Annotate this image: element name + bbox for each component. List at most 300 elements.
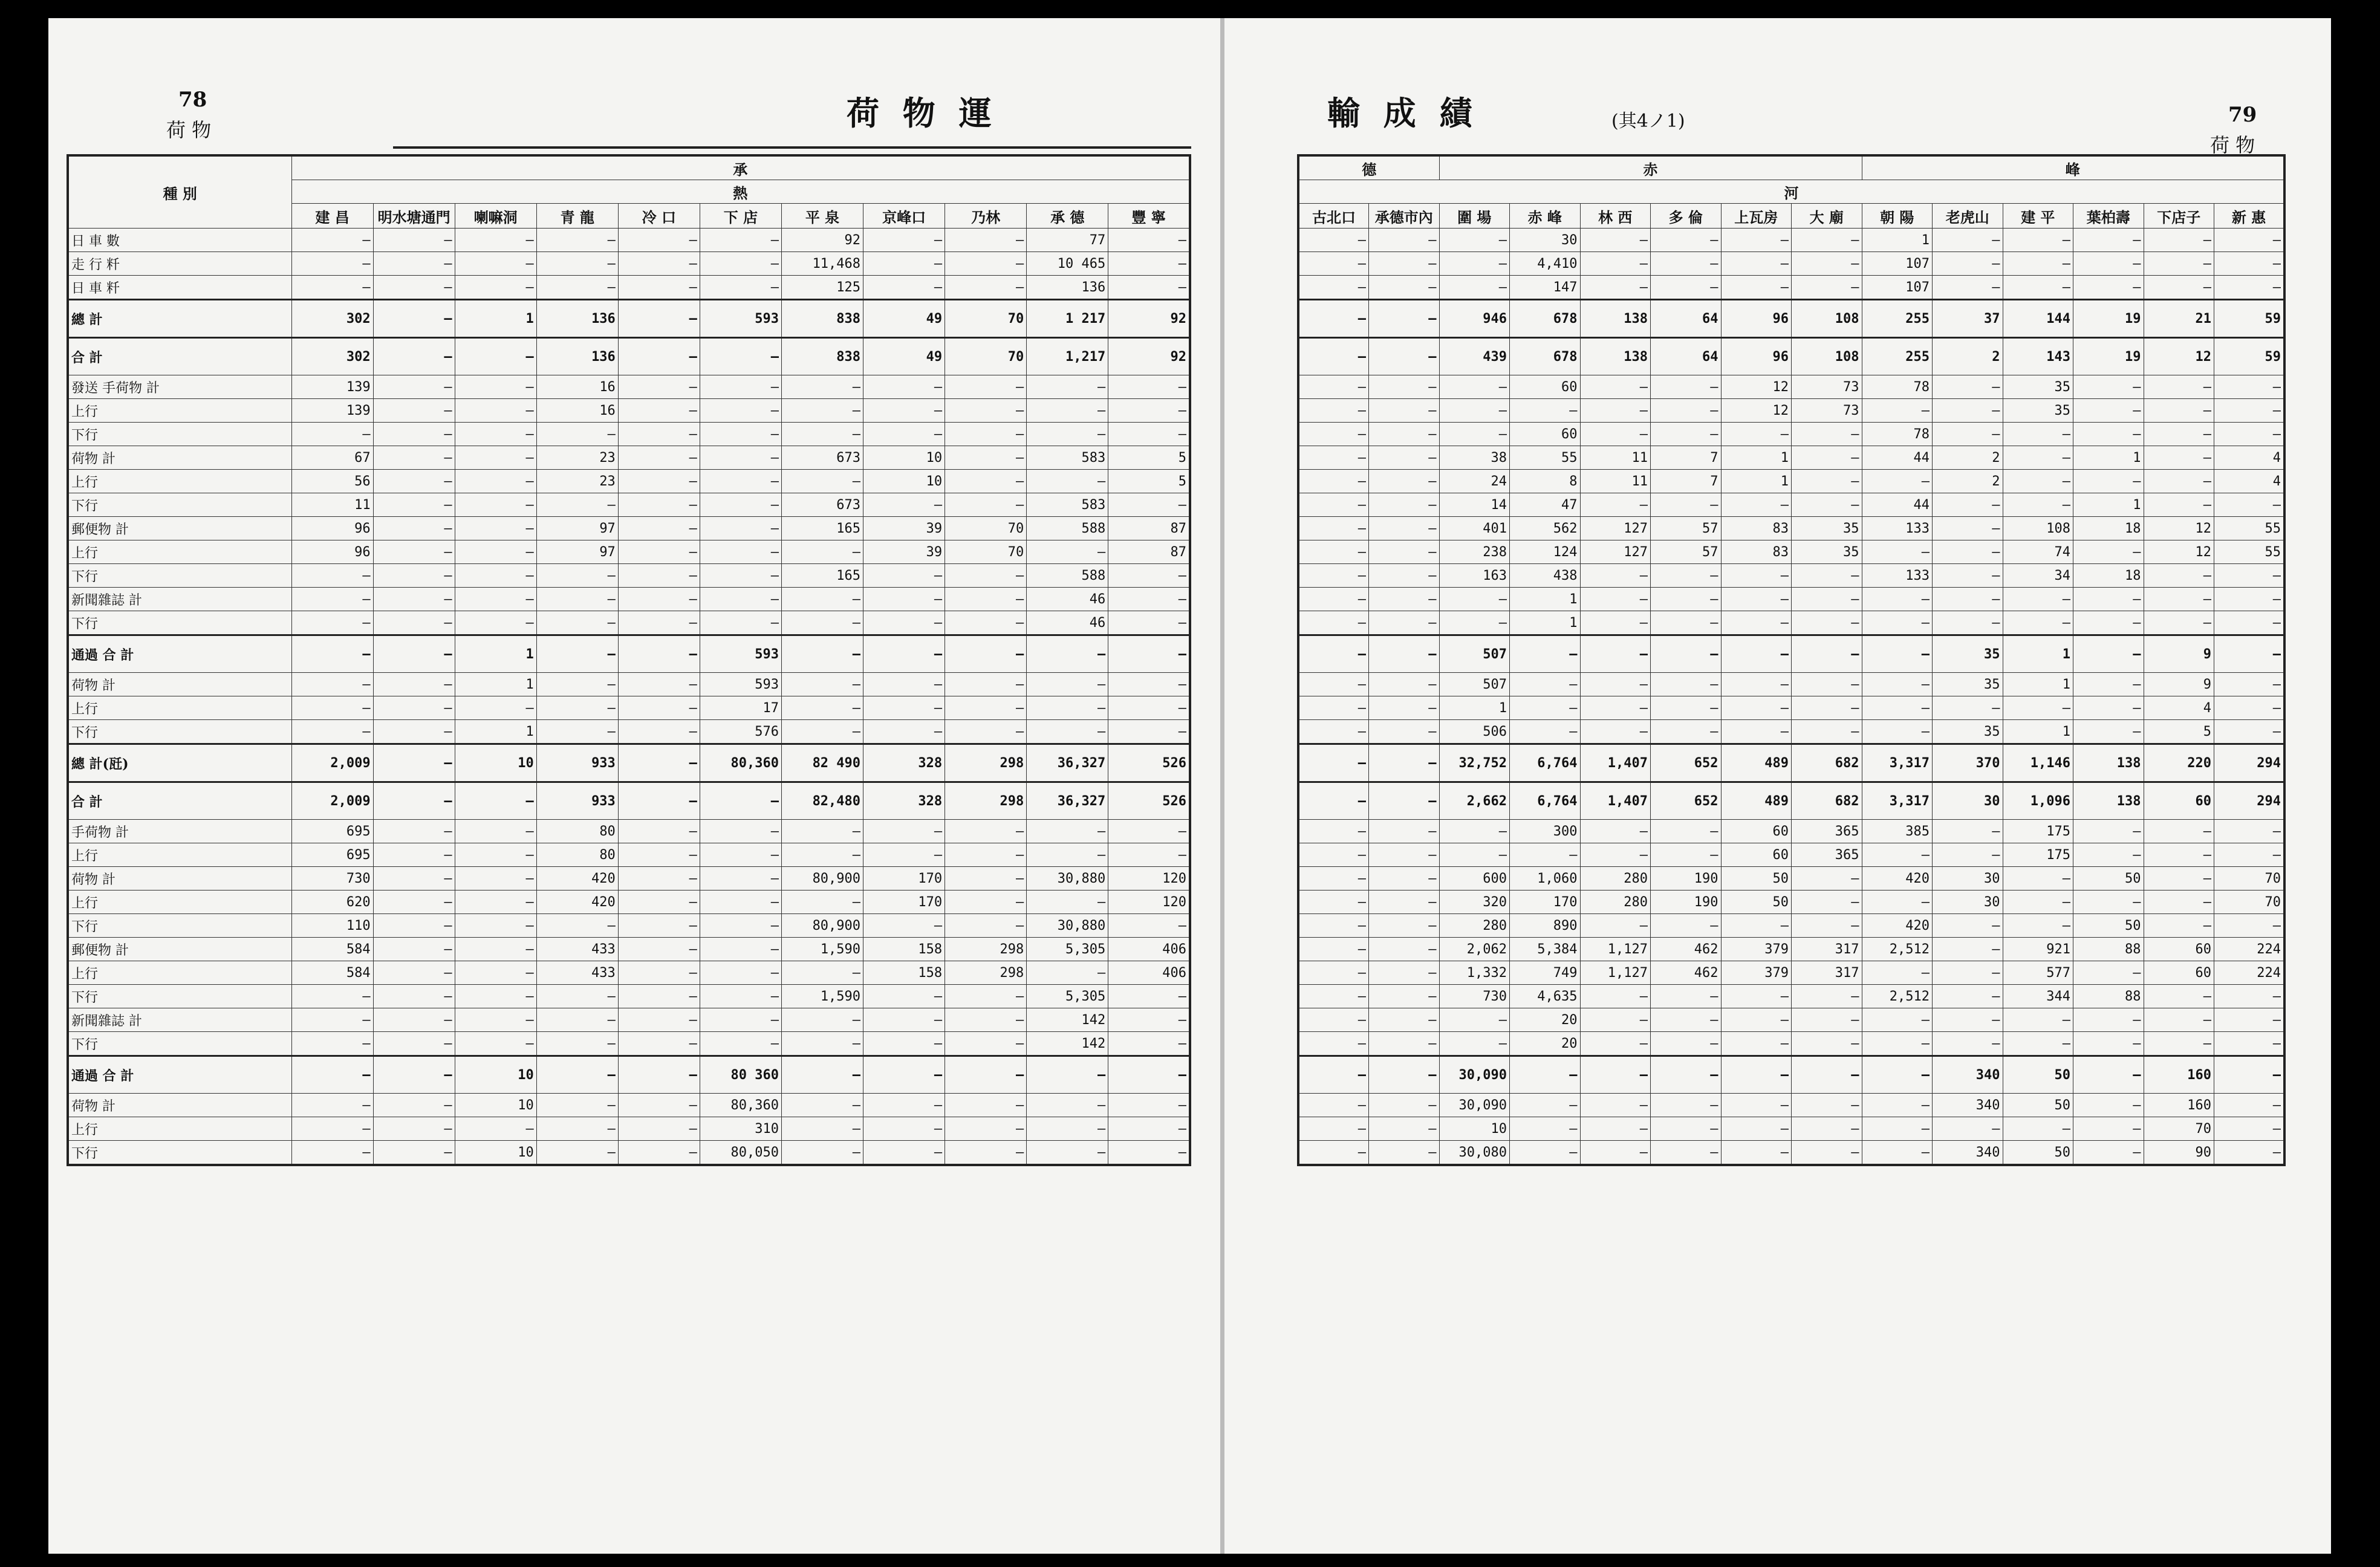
table-cell: — (455, 914, 536, 938)
column-header: 朝 陽 (1862, 204, 1933, 229)
table-cell: — (373, 1056, 455, 1094)
table-cell: — (1298, 276, 1369, 300)
table-row (68, 611, 1190, 635)
table-row (1298, 635, 2284, 673)
table-cell: — (700, 540, 781, 564)
table-cell: 1,146 (2003, 744, 2073, 782)
table-cell: — (781, 399, 863, 423)
table-cell: — (1651, 914, 1722, 938)
table-cell: 170 (863, 867, 945, 891)
table-row (68, 696, 1190, 720)
table-cell: — (1439, 276, 1510, 300)
table-row (68, 276, 1190, 300)
table-cell: — (455, 446, 536, 470)
table-cell: — (2073, 673, 2144, 696)
table-cell: — (1369, 493, 1440, 517)
table-cell: — (700, 961, 781, 985)
table-cell: — (618, 564, 700, 588)
table-cell: 577 (2003, 961, 2073, 985)
table-cell: — (863, 611, 945, 635)
table-cell: — (1108, 820, 1190, 843)
table-row (68, 446, 1190, 470)
table-cell: 56 (291, 470, 373, 493)
table-cell: — (536, 1008, 618, 1032)
table-cell: 462 (1651, 961, 1722, 985)
table-cell: — (618, 1141, 700, 1166)
row-label: 合 計 (68, 782, 291, 820)
table-cell: — (1369, 1056, 1440, 1094)
table-cell: — (1792, 493, 1862, 517)
table-cell: 120 (1108, 867, 1190, 891)
column-header: 葉柏壽 (2073, 204, 2144, 229)
row-label: 下行 (68, 1032, 291, 1056)
table-cell: 82 490 (781, 744, 863, 782)
table-cell: — (1298, 300, 1369, 338)
table-cell: — (1108, 252, 1190, 276)
table-row (68, 517, 1190, 540)
table-cell: — (700, 470, 781, 493)
table-cell: — (536, 276, 618, 300)
table-cell: — (781, 635, 863, 673)
table-cell: — (373, 891, 455, 914)
table-cell: — (1933, 914, 2003, 938)
table-cell: 70 (945, 300, 1027, 338)
table-row (1298, 375, 2284, 399)
table-cell: 695 (291, 843, 373, 867)
table-cell: 70 (945, 517, 1027, 540)
table-cell: — (1108, 229, 1190, 252)
column-header: 豐 寧 (1108, 204, 1190, 229)
table-cell: — (1721, 1008, 1792, 1032)
table-cell: — (455, 1008, 536, 1032)
table-row (68, 470, 1190, 493)
table-cell: — (1510, 1094, 1581, 1117)
row-label: 總 計 (68, 300, 291, 338)
table-cell: 5,305 (1027, 938, 1108, 961)
table-cell: — (1721, 673, 1792, 696)
table-cell: — (1298, 696, 1369, 720)
column-header: 古北口 (1298, 204, 1369, 229)
table-cell: 730 (291, 867, 373, 891)
table-cell: — (2144, 446, 2214, 470)
table-cell: — (373, 1141, 455, 1166)
row-label: 下行 (68, 985, 291, 1008)
table-cell: 138 (2073, 782, 2144, 820)
table-cell: — (1027, 540, 1108, 564)
table-cell: 4 (2214, 446, 2285, 470)
table-cell: — (1439, 375, 1510, 399)
table-cell: 1,127 (1580, 961, 1651, 985)
table-cell: — (2144, 252, 2214, 276)
table-cell: — (2144, 423, 2214, 446)
table-cell: — (1651, 252, 1722, 276)
table-cell: 190 (1651, 867, 1722, 891)
table-cell: — (1933, 820, 2003, 843)
table-cell: 2 (1933, 338, 2003, 375)
table-cell: — (373, 338, 455, 375)
table-cell: — (863, 720, 945, 744)
table-cell: — (1933, 1117, 2003, 1141)
table-cell: — (700, 1008, 781, 1032)
table-cell: — (1298, 673, 1369, 696)
table-cell: 18 (2073, 517, 2144, 540)
group-header-2: 熱 (291, 180, 1190, 204)
table-cell: — (1651, 985, 1722, 1008)
table-row (68, 961, 1190, 985)
table-cell: 379 (1721, 961, 1792, 985)
row-label: 荷物 計 (68, 1094, 291, 1117)
table-cell: — (1369, 300, 1440, 338)
row-label: 發送 手荷物 計 (68, 375, 291, 399)
table-cell: — (1369, 564, 1440, 588)
table-cell: — (1510, 720, 1581, 744)
table-cell: — (373, 564, 455, 588)
table-cell: — (1298, 720, 1369, 744)
table-cell: — (781, 820, 863, 843)
table-cell: — (1721, 1117, 1792, 1141)
table-cell: — (2073, 1032, 2144, 1056)
table-cell: — (2073, 470, 2144, 493)
table-cell: 107 (1862, 276, 1933, 300)
table-cell: — (1439, 229, 1510, 252)
table-cell: — (536, 564, 618, 588)
table-cell: — (1027, 1056, 1108, 1094)
row-label: 上行 (68, 399, 291, 423)
table-cell: — (455, 820, 536, 843)
table-cell: 1,060 (1510, 867, 1581, 891)
table-cell: 80 360 (700, 1056, 781, 1094)
table-cell: — (373, 446, 455, 470)
table-cell: — (1439, 820, 1510, 843)
table-cell: 136 (536, 300, 618, 338)
table-cell: — (1298, 914, 1369, 938)
table-cell: — (536, 1056, 618, 1094)
table-cell: — (863, 1032, 945, 1056)
table-cell: — (781, 673, 863, 696)
table-cell: — (373, 720, 455, 744)
table-cell: — (2214, 985, 2285, 1008)
table-cell: 87 (1108, 540, 1190, 564)
table-cell: — (2144, 229, 2214, 252)
table-cell: — (1862, 696, 1933, 720)
table-cell: 10 (455, 1141, 536, 1166)
table-cell: — (781, 611, 863, 635)
table-cell: 60 (1721, 820, 1792, 843)
table-cell: — (945, 720, 1027, 744)
table-cell: — (1580, 720, 1651, 744)
table-cell: 44 (1862, 493, 1933, 517)
table-cell: — (863, 564, 945, 588)
table-cell: — (618, 891, 700, 914)
table-cell: — (1651, 276, 1722, 300)
table-cell: — (618, 375, 700, 399)
table-cell: — (2073, 1117, 2144, 1141)
table-cell: 1 (1721, 446, 1792, 470)
running-label-right: 荷 物 (2210, 134, 2255, 157)
table-cell: — (1862, 470, 1933, 493)
table-cell: 439 (1439, 338, 1510, 375)
table-cell: 80,360 (700, 1094, 781, 1117)
table-cell: 60 (2144, 961, 2214, 985)
table-cell: 88 (2073, 938, 2144, 961)
table-cell: 365 (1792, 843, 1862, 867)
table-cell: 32,752 (1439, 744, 1510, 782)
row-label: 下行 (68, 423, 291, 446)
table-cell: — (1510, 1141, 1581, 1166)
table-cell: — (945, 867, 1027, 891)
table-cell: — (2073, 611, 2144, 635)
table-cell: — (373, 276, 455, 300)
table-cell: — (373, 375, 455, 399)
table-cell: 1 (1721, 470, 1792, 493)
table-cell: 133 (1862, 564, 1933, 588)
table-cell: 749 (1510, 961, 1581, 985)
table-cell: — (1369, 744, 1440, 782)
table-cell: — (1651, 1141, 1722, 1166)
table-cell: 526 (1108, 744, 1190, 782)
table-cell: — (1862, 1141, 1933, 1166)
table-cell: — (1108, 588, 1190, 611)
table-cell: 30,090 (1439, 1056, 1510, 1094)
table-cell: — (1369, 867, 1440, 891)
table-cell: — (2073, 843, 2144, 867)
table-cell: 73 (1792, 375, 1862, 399)
table-cell: 96 (291, 517, 373, 540)
table-cell: 30 (1933, 782, 2003, 820)
table-cell: — (863, 588, 945, 611)
table-cell: — (2003, 611, 2073, 635)
table-cell: — (455, 1117, 536, 1141)
table-cell: — (1369, 540, 1440, 564)
group-header-he: 河 (1298, 180, 2284, 204)
table-cell: — (1510, 399, 1581, 423)
table-cell: — (618, 843, 700, 867)
table-cell: 838 (781, 300, 863, 338)
table-cell: — (945, 1032, 1027, 1056)
table-cell: 2 (1933, 470, 2003, 493)
table-cell: — (945, 1141, 1027, 1166)
table-cell: 12 (2144, 338, 2214, 375)
table-cell: — (1108, 1141, 1190, 1166)
table-row (1298, 914, 2284, 938)
table-cell: — (2214, 399, 2285, 423)
table-cell: — (1721, 588, 1792, 611)
table-cell: — (945, 985, 1027, 1008)
table-cell: — (2144, 564, 2214, 588)
table-cell: 35 (2003, 375, 2073, 399)
table-cell: — (291, 229, 373, 252)
table-cell: 1 (1510, 611, 1581, 635)
table-cell: 5,305 (1027, 985, 1108, 1008)
table-cell: 1 (2073, 446, 2144, 470)
table-cell: — (1651, 635, 1722, 673)
table-cell: — (291, 1056, 373, 1094)
table-cell: — (1510, 1117, 1581, 1141)
table-cell: 37 (1933, 300, 2003, 338)
table-cell: 1 (2073, 493, 2144, 517)
table-cell: — (373, 517, 455, 540)
table-cell: 600 (1439, 867, 1510, 891)
table-cell: — (2003, 423, 2073, 446)
table-cell: — (291, 252, 373, 276)
table-cell: 583 (1027, 493, 1108, 517)
table-cell: — (1651, 720, 1722, 744)
table-cell: — (1369, 446, 1440, 470)
table-cell: 489 (1721, 744, 1792, 782)
table-cell: — (1027, 696, 1108, 720)
table-cell: — (2214, 1008, 2285, 1032)
table-cell: — (2144, 867, 2214, 891)
table-cell: — (863, 423, 945, 446)
table-cell: 92 (1108, 338, 1190, 375)
table-cell: 588 (1027, 517, 1108, 540)
table-cell: — (1862, 961, 1933, 985)
table-cell: 379 (1721, 938, 1792, 961)
table-cell: 23 (536, 446, 618, 470)
table-cell: — (1792, 229, 1862, 252)
table-cell: 50 (2003, 1094, 2073, 1117)
table-cell: — (1721, 720, 1792, 744)
table-cell: 10 (455, 1094, 536, 1117)
table-cell: — (1933, 229, 2003, 252)
table-cell: — (1721, 611, 1792, 635)
table-cell: — (1108, 1056, 1190, 1094)
table-cell: 224 (2214, 938, 2285, 961)
table-cell: 3,317 (1862, 744, 1933, 782)
table-cell: 142 (1027, 1032, 1108, 1056)
table-cell: 35 (2003, 399, 2073, 423)
table-cell: 50 (2073, 867, 2144, 891)
table-cell: — (373, 423, 455, 446)
table-cell: 838 (781, 338, 863, 375)
table-cell: — (1027, 375, 1108, 399)
table-cell: 138 (2073, 744, 2144, 782)
table-cell: 946 (1439, 300, 1510, 338)
table-cell: — (1298, 867, 1369, 891)
table-cell: 328 (863, 744, 945, 782)
table-cell: 30,090 (1439, 1094, 1510, 1117)
table-cell: — (1298, 338, 1369, 375)
table-cell: — (1439, 1032, 1510, 1056)
table-cell: — (1298, 938, 1369, 961)
table-cell: — (945, 891, 1027, 914)
table-cell: 18 (2073, 564, 2144, 588)
table-cell: — (1580, 276, 1651, 300)
table-cell: 2,062 (1439, 938, 1510, 961)
column-header: 新 惠 (2214, 204, 2285, 229)
table-cell: — (1298, 891, 1369, 914)
table-cell: 138 (1580, 300, 1651, 338)
table-cell: 438 (1510, 564, 1581, 588)
row-label: 郵便物 計 (68, 517, 291, 540)
table-cell: — (781, 843, 863, 867)
table-cell: — (1369, 276, 1440, 300)
table-cell: — (2073, 252, 2144, 276)
table-row (1298, 720, 2284, 744)
table-cell: 80,050 (700, 1141, 781, 1166)
table-cell: 80,900 (781, 867, 863, 891)
table-cell: — (1721, 493, 1792, 517)
table-cell: — (1108, 1008, 1190, 1032)
table-cell: 108 (1792, 338, 1862, 375)
table-cell: — (2214, 1056, 2285, 1094)
table-cell: — (1933, 423, 2003, 446)
row-label: 手荷物 計 (68, 820, 291, 843)
table-row (68, 493, 1190, 517)
table-cell: 682 (1792, 744, 1862, 782)
table-cell: 120 (1108, 891, 1190, 914)
table-cell: — (1369, 470, 1440, 493)
table-cell: — (1108, 696, 1190, 720)
table-cell: — (618, 399, 700, 423)
table-cell: — (536, 914, 618, 938)
table-row (1298, 1117, 2284, 1141)
table-cell: — (1792, 564, 1862, 588)
column-header: 建 平 (2003, 204, 2073, 229)
table-cell: — (373, 782, 455, 820)
table-cell: 70 (945, 540, 1027, 564)
table-cell: — (1651, 399, 1722, 423)
table-cell: — (1298, 1117, 1369, 1141)
table-cell: 4 (2214, 470, 2285, 493)
table-cell: 294 (2214, 782, 2285, 820)
table-cell: — (1580, 588, 1651, 611)
table-cell: — (618, 493, 700, 517)
header-rule-left (393, 146, 1191, 149)
table-cell: — (1369, 1117, 1440, 1141)
column-header: 多 倫 (1651, 204, 1722, 229)
table-cell: — (618, 782, 700, 820)
table-cell: — (945, 914, 1027, 938)
table-cell: — (1369, 843, 1440, 867)
table-cell: — (1510, 635, 1581, 673)
table-cell: — (455, 470, 536, 493)
table-cell: — (863, 1056, 945, 1094)
table-cell: 175 (2003, 843, 2073, 867)
table-cell: 280 (1580, 891, 1651, 914)
table-cell: — (1792, 252, 1862, 276)
table-cell: — (1792, 696, 1862, 720)
table-cell: — (373, 1094, 455, 1117)
table-cell: 97 (536, 517, 618, 540)
row-label: 下行 (68, 493, 291, 517)
row-label: 新聞雜誌 計 (68, 588, 291, 611)
table-cell: — (1298, 1056, 1369, 1094)
table-cell: 16 (536, 375, 618, 399)
table-cell: — (1027, 1117, 1108, 1141)
table-cell: 507 (1439, 635, 1510, 673)
table-cell: 20 (1510, 1008, 1581, 1032)
table-cell: — (1580, 1141, 1651, 1166)
table-cell: — (618, 1008, 700, 1032)
table-cell: 2,662 (1439, 782, 1510, 820)
table-cell: — (373, 229, 455, 252)
table-cell: — (1862, 673, 1933, 696)
table-cell: 10 (863, 470, 945, 493)
table-cell: — (1580, 611, 1651, 635)
table-cell: 36,327 (1027, 744, 1108, 782)
table-cell: — (945, 1056, 1027, 1094)
table-row (1298, 517, 2284, 540)
table-cell: 652 (1651, 744, 1722, 782)
table-cell: 80,900 (781, 914, 863, 938)
table-cell: 49 (863, 300, 945, 338)
table-cell: 298 (945, 782, 1027, 820)
table-cell: 47 (1510, 493, 1581, 517)
table-cell: — (1298, 493, 1369, 517)
table-cell: — (1651, 673, 1722, 696)
table-cell: — (1721, 1094, 1792, 1117)
